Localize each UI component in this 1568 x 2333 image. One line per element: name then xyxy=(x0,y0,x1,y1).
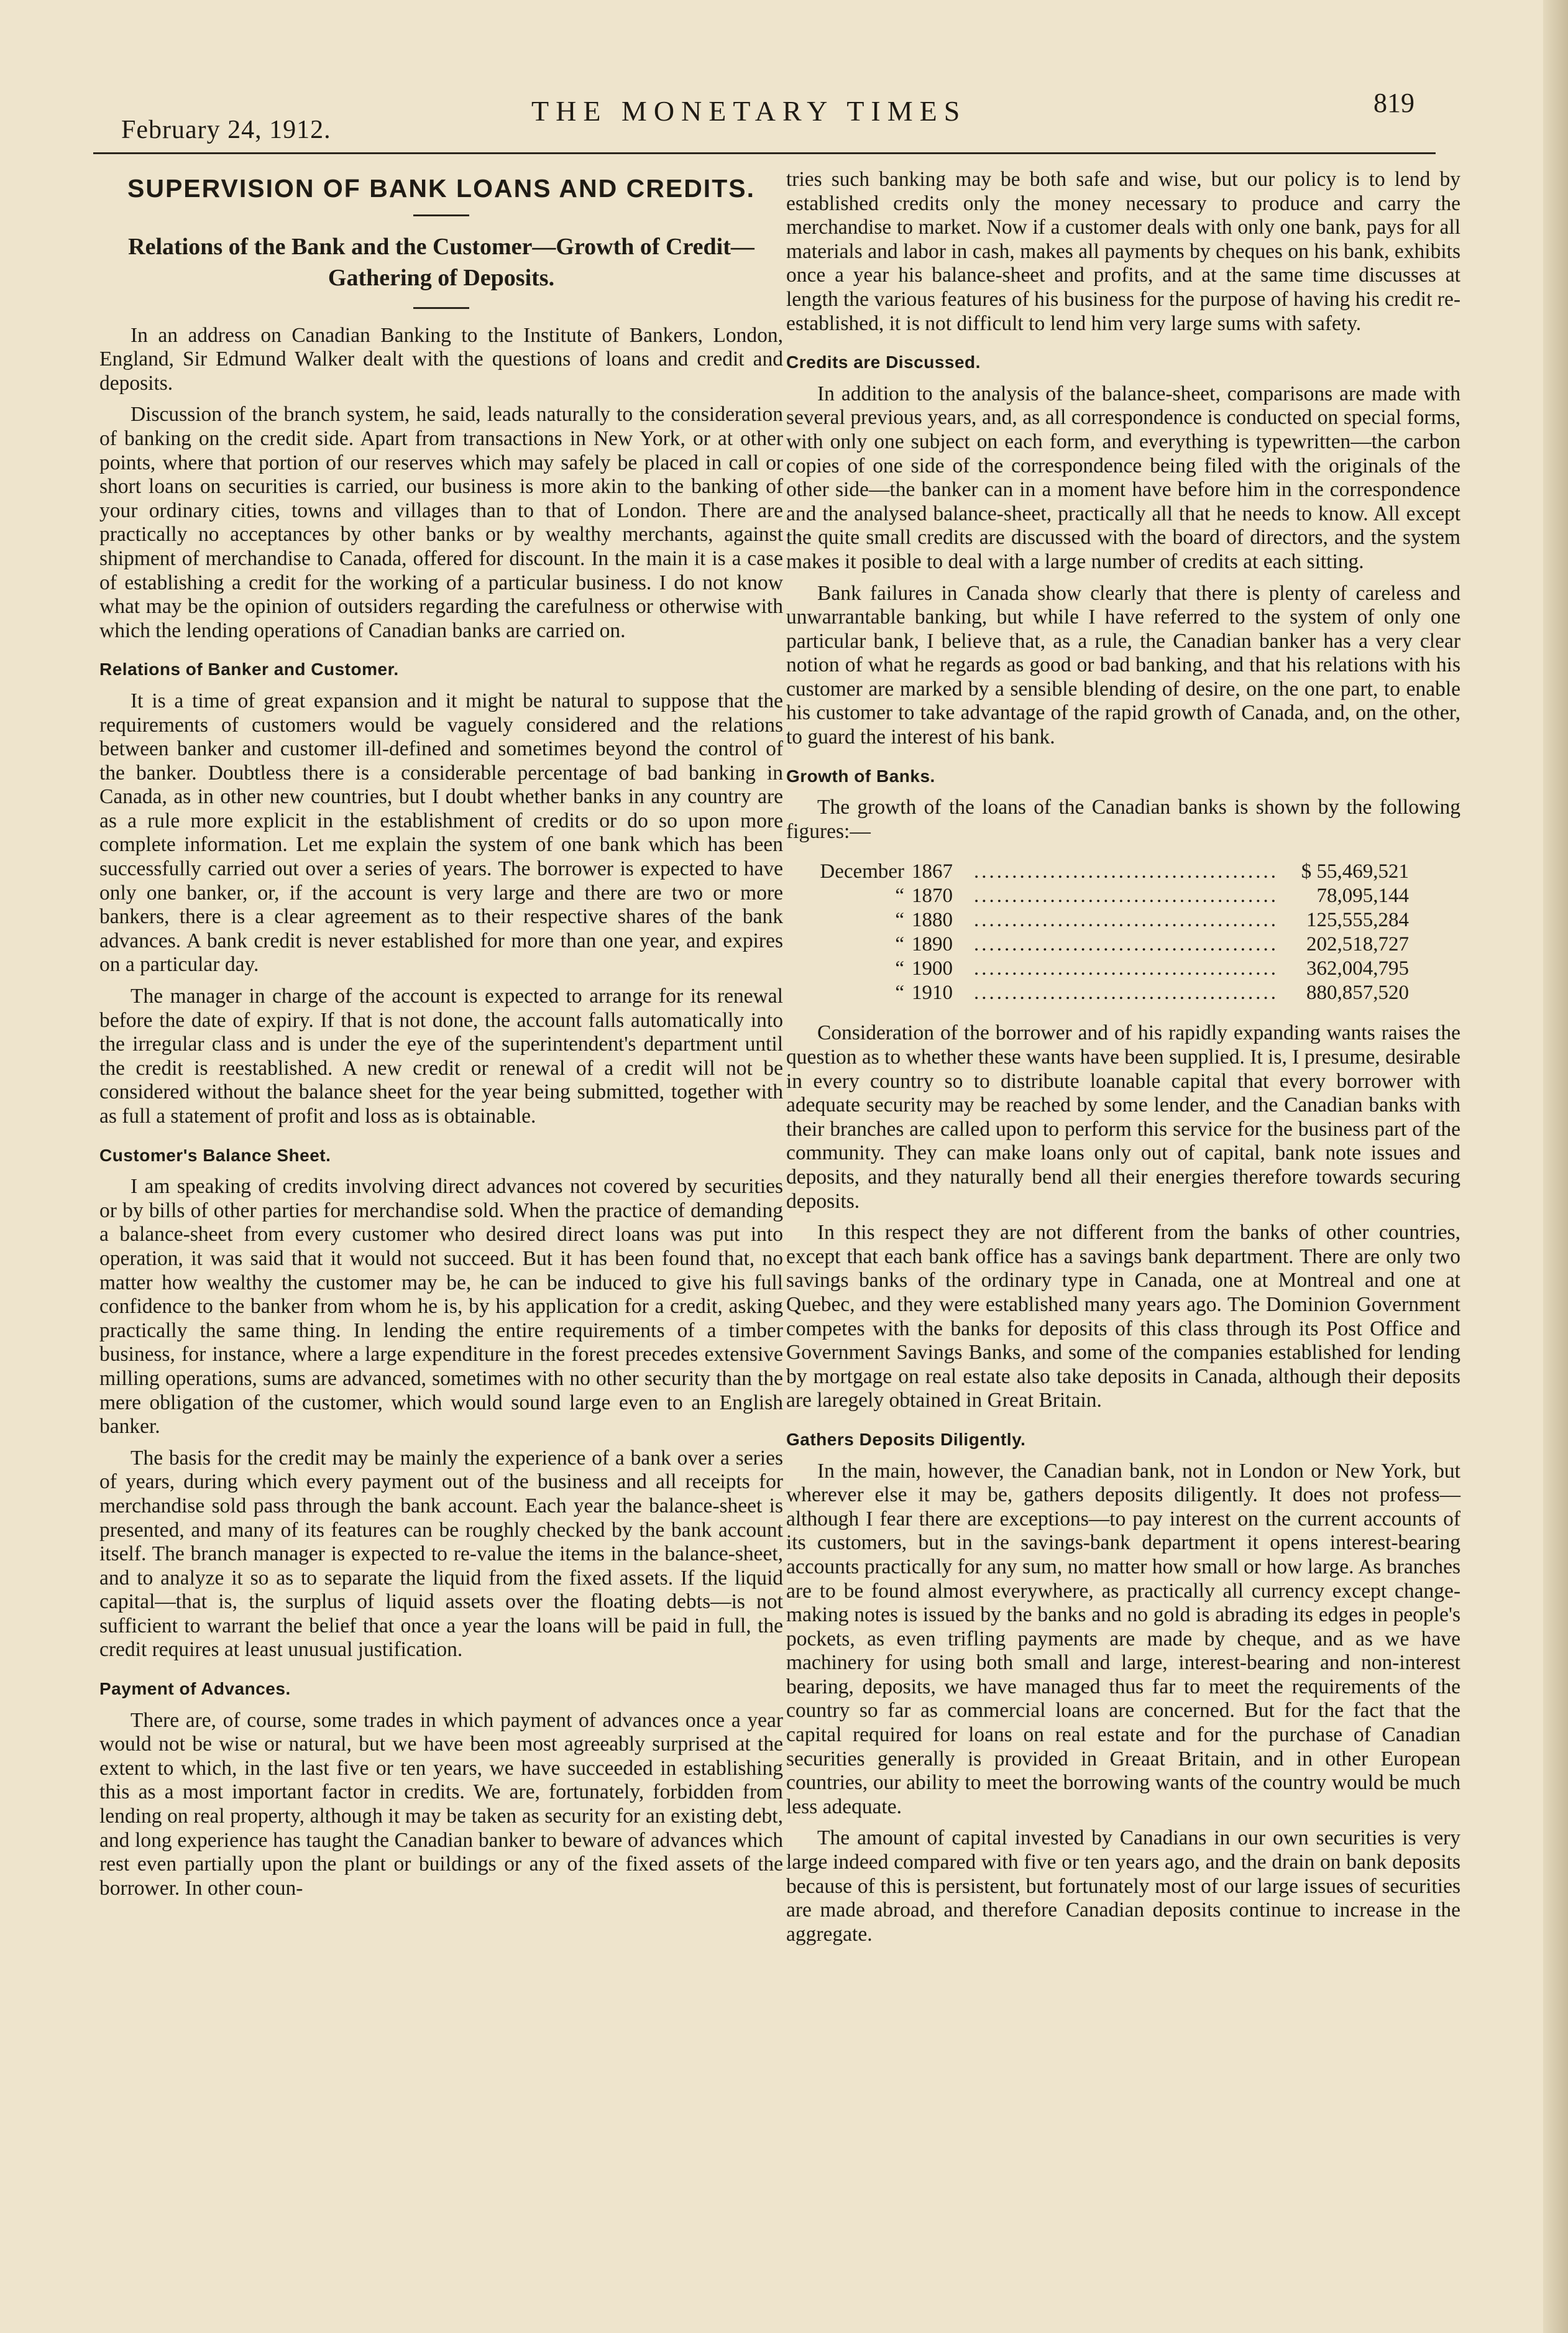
article-subtitle: Relations of the Bank and the Customer—Growth of Credit—Gathering of Deposits. xyxy=(128,233,754,291)
section-heading: Relations of Banker and Customer. xyxy=(99,660,399,679)
section-heading: Credits are Discussed. xyxy=(786,352,981,372)
paragraph: The basis for the credit may be mainly the experience of a bank over a series of years, during which every payment out of the business and all receipts for merchandise sold pass through the bank account. Each year the balance-sheet is presented, and many of its features can be roughly checked by the bank account itself. The branch manager is expected to re-value the items in the balance-sheet, and to analyze it so as to separate the liquid from the fixed assets. If the liquid capital—that is, the surplus of liquid assets over the floating debts—is not sufficient to warrant the belief that once a year the loans will be paid in full, the credit requires at least unusual justification. xyxy=(99,1446,783,1662)
row-value: 880,857,520 xyxy=(1306,982,1409,1005)
table-row xyxy=(786,884,1460,908)
article-title: SUPERVISION OF BANK LOANS AND CREDITS. xyxy=(127,174,755,203)
paragraph: The amount of capital invested by Canadians in our own securities is very large indeed compared with five or ten years ago, and the drain on bank deposits because of this is persistent, but fortunately most of our large issues of securities are made abroad, and therefore Canadian deposits continue to increase in the aggregate. xyxy=(786,1826,1460,1946)
leader-dots: ........................................ xyxy=(974,957,1278,980)
title-divider xyxy=(413,214,469,216)
row-value: 78,095,144 xyxy=(1316,885,1409,908)
right-column xyxy=(786,168,1460,1954)
row-value: 202,518,727 xyxy=(1306,933,1409,956)
paragraph: In this respect they are not different from the banks of other countries, except that each bank office has a savings bank department. There are only two savings banks of the ordinary type in Canada, one at Montreal and one at Quebec, and they were established many years ago. The Dominion Government competes with the banks for deposits of this class through its Post Office and Government Savings Banks, and some of the companies established for lending by mortgage on real estate also take deposits in Canada, although their deposits are laregely obtained in Great Britain. xyxy=(786,1221,1460,1412)
paragraph: It is a time of great expansion and it might be natural to suppose that the requirements of customers would be vaguely considered and the relations between banker and customer ill-defined and sometimes beyond the control of the banker. Doubtless there is a considerable percentage of bad banking in Canada, as in other new countries, but I doubt whether banks in any country are as a rule more explicit in the establishment of credits or do so upon more complete information. Let me explain the system of one bank which has been successfully carried out over a series of years. The borrower is expected to have only one banker, or, if the account is very large and there are two or more bankers, there is a clear agreement as to their respective shares of the bank advances. A bank credit is never established for more than one year, and expires on a particular day. xyxy=(99,689,783,977)
page-number: 819 xyxy=(1373,88,1414,118)
table-row xyxy=(786,981,1460,1005)
page-edge xyxy=(1543,0,1568,2333)
section-heading: Payment of Advances. xyxy=(99,1679,291,1699)
paragraph: tries such banking may be both safe and wise, but our policy is to lend by established credits only the money necessary to produce and carry the merchandise to market. Now if a customer deals with only one bank, pays for all materials and labor in cash, makes all payments by cheques on his bank, exhibits once a year his balance-sheet and profits, and at the same time discusses at length the various features of his business for the purpose of having his credit re-established, it is not difficult to lend him very large sums with safety. xyxy=(786,168,1460,335)
table-row xyxy=(786,932,1460,957)
section-heading: Growth of Banks. xyxy=(786,766,935,786)
paragraph: The growth of the loans of the Canadian banks is shown by the following figures:— xyxy=(786,796,1460,843)
paragraph: Bank failures in Canada show clearly that there is plenty of careless and unwarrantable banking, but while I have referred to the system of only one particular bank, I believe that, as a rule, the Canadian banker has a very clear notion of what he regards as good or bad banking, and that his relations with his customer are marked by a sensible blending of desire, on the one part, to enable his customer to take advantage of the rapid growth of Canada, and, on the other, to guard the interest of his bank. xyxy=(786,581,1460,749)
paragraph: Discussion of the branch system, he said, leads naturally to the consideration of banking on the credit side. Apart from transactions in New York, or at other points, where that portion of our reserves which may safely be placed in call or short loans on securities is carried, our business is more akin to the banking of your ordinary cities, towns and villages than to that of London. There are practically no acceptances by other banks or by wealthy merchants, against shipment of merchandise to Canada, offered for discount. In the main it is a case of establishing a credit for the working of a particular business. I do not know what may be the opinion of outsiders regarding the carefulness or otherwise with which the lending operations of Canadian banks are carried on. xyxy=(99,403,783,642)
left-column xyxy=(99,168,783,1908)
leader-dots: ........................................ xyxy=(974,885,1278,908)
header-rule xyxy=(93,152,1436,154)
table-row xyxy=(786,908,1460,932)
row-value: 362,004,795 xyxy=(1306,957,1409,980)
paragraph: The manager in charge of the account is expected to arrange for its renewal before the date of expiry. If that is not done, the account falls automatically into the irregular class and is under the eye of the superintendent's department until the credit is reestablished. A new credit or renewal of a credit will not be considered without the balance sheet for the year being submitted, together with as full a statement of profit and loss as is obtainable. xyxy=(99,985,783,1128)
section-heading: Customer's Balance Sheet. xyxy=(99,1145,331,1165)
section-heading: Gathers Deposits Diligently. xyxy=(786,1429,1026,1449)
paragraph: In an address on Canadian Banking to the Institute of Bankers, London, England, Sir Edmund Walker dealt with the questions of loans and credit and deposits. xyxy=(99,323,783,395)
row-year: 1870 xyxy=(912,885,953,908)
row-label: “ xyxy=(895,933,904,956)
issue-date: February 24, 1912. xyxy=(121,116,331,144)
paragraph: In addition to the analysis of the balance-sheet, comparisons are made with several previous years, and, as all correspondence is conducted on special forms, with only one subject on each form, and everything is typewritten—the carbon copies of one side of the correspondence being filed with the originals of the other side—the banker can in a moment have before him in the correspondence and the analysed balance-sheet, practically all that he needs to know. All except the quite small credits are discussed with the board of directors, and the system makes it posible to deal with a large number of credits at each sitting. xyxy=(786,382,1460,573)
row-label: “ xyxy=(895,885,904,908)
paragraph: I am speaking of credits involving direct advances not covered by securities or by bills of other parties for merchandise sold. When the practice of demanding a balance-sheet from every customer who desired direct loans was put into operation, it was said that it would not succeed. But it has been found that, no matter how wealthy the customer may be, he can be induced to give his full confidence to the banker from whom he is, by his application for a credit, asking practically the same thing. In lending the entire requirements of a timber business, for instance, where a large expenditure in the forest precedes extensive milling operations, sums are advanced, sometimes with no other security than the mere obligation of the customer, which would sound large even to an English banker. xyxy=(99,1175,783,1438)
publication-title: THE MONETARY TIMES xyxy=(531,95,967,127)
row-year: 1910 xyxy=(912,982,953,1005)
subtitle-divider xyxy=(413,307,469,309)
row-value: $ 55,469,521 xyxy=(1301,860,1409,883)
row-year: 1890 xyxy=(912,933,953,956)
row-label: “ xyxy=(895,909,904,932)
row-value: 125,555,284 xyxy=(1306,909,1409,932)
leader-dots: ........................................ xyxy=(974,982,1278,1005)
row-year: 1900 xyxy=(912,957,953,980)
row-label: “ xyxy=(895,982,904,1005)
table-row xyxy=(786,860,1460,884)
row-year: 1867 xyxy=(912,860,953,883)
leader-dots: ........................................ xyxy=(974,909,1278,932)
leader-dots: ........................................ xyxy=(974,933,1278,956)
paragraph: In the main, however, the Canadian bank, not in London or New York, but wherever else it may be, gathers deposits diligently. It does not profess—although I fear there are exceptions—to pay interest on the current accounts of its customers, but in the savings-bank department it opens interest-bearing accounts practically for any sum, no matter how small or how large. As branches are to be found almost everywhere, as practically all currency except change-making notes is issued by the banks and no gold is abrading its edges in people's pockets, as even trifling payments are made by cheque, and as we have machinery for using both small and large, interest-bearing and non-interest bearing, deposits, we have managed thus far to meet the requirements of the country so far as commercial loans are concerned. But for the fact that the capital required for loans on real estate and for the purchase of Canadian securities generally is provided in Greaat Britain, and in other European countries, our ability to meet the borrowing wants of the country would be much less adequate. xyxy=(786,1459,1460,1818)
loans-growth-table xyxy=(786,860,1460,1005)
leader-dots: ........................................ xyxy=(974,860,1278,883)
paragraph: There are, of course, some trades in which payment of advances once a year would not be wise or natural, but we have been most agreeably surprised at the extent to which, in the last five or ten years, we have succeeded in establishing this as a most important factor in credits. We are, fortunately, forbidden from lending on real property, although it may be taken as security for an existing debt, and long experience has taught the Canadian banker to beware of advances which rest even partially upon the plant or buildings or any of the fixed assets of the borrower. In other coun- xyxy=(99,1708,783,1900)
row-label: “ xyxy=(895,957,904,980)
row-label: December xyxy=(820,860,904,883)
paragraph: Consideration of the borrower and of his rapidly expanding wants raises the question as to whether these wants have been supplied. It is, I presume, desirable in every country so to distribute loanable capital that every borrower with adequate security may be reached by some lender, and the Canadian banks with their branches are called upon to perform this service for the business part of the community. They can make loans only out of capital, bank note issues and deposits, and they naturally bend all their energies therefore towards securing deposits. xyxy=(786,1021,1460,1213)
page-header xyxy=(93,68,1436,143)
table-row xyxy=(786,957,1460,981)
row-year: 1880 xyxy=(912,909,953,932)
